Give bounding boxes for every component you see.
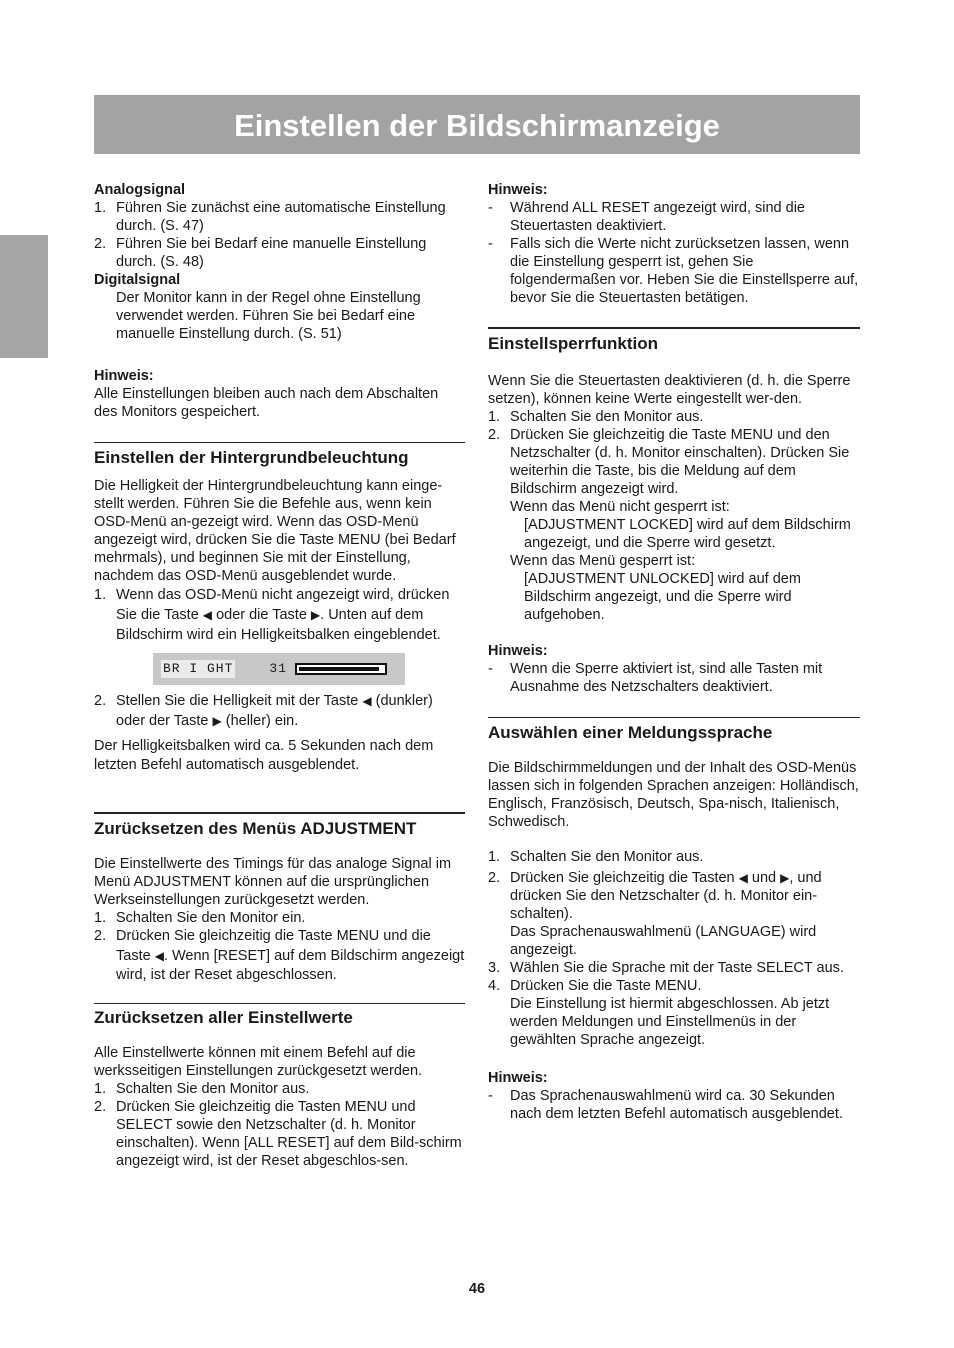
note-heading: Hinweis: <box>488 182 548 198</box>
list-item: - Während ALL RESET angezeigt wird, sind die Steuertasten deaktiviert. <box>488 200 805 234</box>
lock-case-unlocked: Wenn das Menü nicht gesperrt ist: <box>510 499 730 515</box>
brightness-osd-bar <box>153 653 405 685</box>
list-item: 2. Drücken Sie gleichzeitig die Tasten MENU und SELECT sowie den Netzschalter (d. h. Monitor einschalten). Wenn [ALL RESET] auf dem Bild-schirm angezeigt wird, ist der Reset abgeschlos-sen. <box>94 1098 462 1169</box>
list-item: 1. Schalten Sie den Monitor ein. <box>94 910 306 926</box>
brightness-meter <box>295 663 387 675</box>
left-arrow-icon: ◀ <box>154 948 164 963</box>
section-heading: Zurücksetzen des Menüs ADJUSTMENT <box>94 819 417 838</box>
list-item: 1. Schalten Sie den Monitor aus. <box>94 1080 310 1097</box>
right-arrow-icon: ▶ <box>212 714 222 728</box>
note-heading: Hinweis: <box>488 643 548 659</box>
list-item: 3. Wählen Sie die Sprache mit der Taste SELECT aus. <box>488 960 844 976</box>
note-text: Alle Einstellungen bleiben auch nach dem Abschalten des Monitors gespeichert. <box>94 386 439 420</box>
list-item: - Falls sich die Werte nicht zurücksetzen lassen, wenn die Einstellung gesperrt ist, gehen Sie folgendermaßen vor. Heben Sie die Einstellsperre auf, bevor Sie die Steuertasten betätigen. <box>488 236 859 306</box>
digital-text: Der Monitor kann in der Regel ohne Einstellung verwendet werden. Führen Sie bei Bedarf eine manuelle Einstellung durch. (S. 51) <box>116 290 421 342</box>
section-heading: Zurücksetzen aller Einstellwerte <box>94 1007 353 1027</box>
osd-value: 31 <box>269 661 288 676</box>
lock-message-locked: [ADJUSTMENT LOCKED] wird auf dem Bildschirm angezeigt, und die Sperre wird gesetzt. <box>524 517 851 551</box>
list-item: 1. Schalten Sie den Monitor aus. <box>488 409 704 425</box>
list-item: 1. Schalten Sie den Monitor aus. <box>488 849 704 865</box>
left-arrow-icon: ◀ <box>362 694 372 708</box>
page-number: 46 <box>468 1281 486 1297</box>
reset-all-section <box>94 1003 465 1170</box>
language-intro: Die Bildschirmmeldungen und der Inhalt des OSD-Menüs lassen sich in folgenden Sprachen anzeigen: Holländisch, Englisch, Französisch, Deutsch, Spa-nisch, Italienisch, Schwedisch. <box>488 760 859 830</box>
language-section <box>488 717 860 1123</box>
list-item: 2. Stellen Sie die Helligkeit mit der Taste ◀ (dunkler) oder der Taste ▶ (heller) ein. <box>94 693 433 729</box>
list-item: 2. Drücken Sie gleichzeitig die Tasten ◀ und ▶, und drücken Sie den Netzschalter (d. h. Monitor ein-schalten). Das Sprachenauswahlmenü (LANGUAGE) wird angezeigt. <box>488 870 822 958</box>
backlight-intro: Die Helligkeit der Hintergrundbeleuchtung kann einge-stellt werden. Führen Sie die Befehle aus, wenn kein OSD-Menü an-gezeigt wird. Wenn das OSD-Menü angezeigt wird, drücken Sie die Taste MENU (bei Bedarf mehrmals), und beginnen Sie mit der Einstellung, nachdem das OSD-Menü ausgeblendet wurde. <box>94 478 456 584</box>
list-item: 1. Führen Sie zunächst eine automatische Einstellung durch. (S. 47) <box>94 200 446 234</box>
digital-heading: Digitalsignal <box>94 272 181 288</box>
left-arrow-icon: ◀ <box>202 608 213 622</box>
list-item: 1. Wenn das OSD-Menü nicht angezeigt wird, drücken Sie die Taste ◀ oder die Taste ▶. Unten auf dem Bildschirm wird ein Helligkeitsbalken eingeblendet. <box>94 587 450 643</box>
analog-heading: Analogsignal <box>94 182 186 198</box>
list-item: 2. Führen Sie bei Bedarf eine manuelle Einstellung durch. (S. 48) <box>94 236 427 270</box>
list-item: 4. Drücken Sie die Taste MENU. Die Einstellung ist hiermit abgeschlossen. Ab jetzt werden Meldungen und Einstellmenüs in der gewählten Sprache angezeigt. <box>488 978 830 1048</box>
page-title: Einstellen der Bildschirmanzeige <box>94 95 860 154</box>
list-item: 2. Drücken Sie gleichzeitig die Taste MENU und die Taste ◀. Wenn [RESET] auf dem Bildschirm angezeigt wird, ist der Reset abgeschlossen. <box>94 928 465 983</box>
section-tab-marker <box>0 235 48 358</box>
section-heading: Einstellen der Hintergrundbeleuchtung <box>94 448 409 467</box>
backlight-section <box>94 442 465 775</box>
left-arrow-icon: ◀ <box>738 871 748 885</box>
section-heading: Einstellsperrfunktion <box>488 334 659 353</box>
left-column <box>94 181 465 1170</box>
list-item: - Das Sprachenauswahlmenü wird ca. 30 Sekunden nach dem letzten Befehl automatisch ausgeblendet. <box>488 1088 843 1122</box>
right-arrow-icon: ▶ <box>310 608 321 622</box>
lock-section <box>488 327 860 696</box>
lock-message-unlocked: [ADJUSTMENT UNLOCKED] wird auf dem Bildschirm angezeigt, und die Sperre wird aufgehoben. <box>524 571 801 623</box>
brightness-meter-fill <box>299 667 379 671</box>
lock-case-locked: Wenn das Menü gesperrt ist: <box>510 553 696 569</box>
note-heading: Hinweis: <box>488 1070 548 1086</box>
reset-all-intro: Alle Einstellwerte können mit einem Befehl auf die werksseitigen Einstellungen zurückgesetzt werden. <box>94 1044 423 1079</box>
section-heading: Auswählen einer Meldungssprache <box>488 723 773 742</box>
osd-label: BR I GHT <box>163 661 234 676</box>
lock-intro: Wenn Sie die Steuertasten deaktivieren (d. h. die Sperre setzen), können keine Werte eingestellt wer-den. <box>488 373 851 407</box>
reset-adj-intro: Die Einstellwerte des Timings für das analoge Signal im Menü ADJUSTMENT können auf die ursprünglichen Werkseinstellungen zurückgesetzt werden. <box>94 856 452 908</box>
list-item: - Wenn die Sperre aktiviert ist, sind alle Tasten mit Ausnahme des Netzschalters deaktiviert. <box>488 661 823 695</box>
backlight-outro: Der Helligkeitsbalken wird ca. 5 Sekunden nach dem letzten Befehl automatisch ausgeblendet. <box>94 738 434 773</box>
note-heading: Hinweis: <box>94 368 154 384</box>
reset-adjustment-section <box>94 812 465 986</box>
right-arrow-icon: ▶ <box>780 871 790 885</box>
list-item: 2. Drücken Sie gleichzeitig die Taste MENU und den Netzschalter (d. h. Monitor einschalten). Drücken Sie weiterhin die Taste, bis die Meldung auf dem Bildschirm angezeigt wird. <box>488 427 850 497</box>
right-column <box>488 181 860 1123</box>
